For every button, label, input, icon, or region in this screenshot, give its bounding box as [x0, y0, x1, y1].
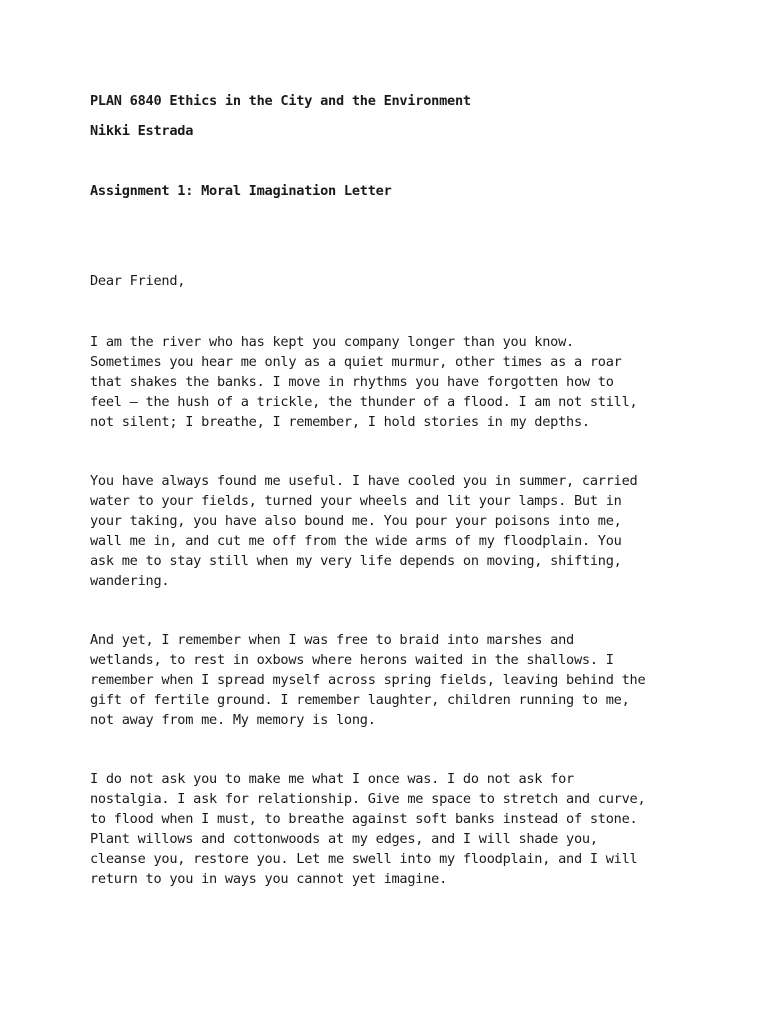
paragraph-line: not silent; I breathe, I remember, I hold stories in my depths. [90, 414, 590, 430]
paragraph-line: that shakes the banks. I move in rhythms you have forgotten how to [90, 374, 614, 390]
assignment-title: Assignment 1: Moral Imagination Letter [90, 183, 392, 199]
salutation: Dear Friend, [90, 273, 186, 289]
paragraph-line: cleanse you, restore you. Let me swell into my floodplain, and I will [90, 851, 638, 867]
paragraph-line: water to your fields, turned your wheels and lit your lamps. But in [90, 493, 622, 509]
course-title: PLAN 6840 Ethics in the City and the Environment [90, 93, 471, 109]
paragraph-line: Sometimes you hear me only as a quiet murmur, other times as a roar [90, 354, 622, 370]
paragraph-line: not away from me. My memory is long. [90, 712, 376, 728]
paragraph-line: feel — the hush of a trickle, the thunder of a flood. I am not still, [90, 394, 638, 410]
paragraph-line: remember when I spread myself across spring fields, leaving behind the [90, 672, 646, 688]
paragraph-line: nostalgia. I ask for relationship. Give me space to stretch and curve, [90, 791, 646, 807]
paragraph-line: I am the river who has kept you company longer than you know. [90, 334, 574, 350]
letter-paragraph-3 [90, 630, 645, 730]
paragraph-line: wetlands, to rest in oxbows where herons waited in the shallows. I [90, 652, 614, 668]
paragraph-line: your taking, you have also bound me. You pour your poisons into me, [90, 513, 622, 529]
paragraph-line: ask me to stay still when my very life depends on moving, shifting, [90, 553, 622, 569]
letter-paragraph-2 [90, 471, 637, 591]
paragraph-line: return to you in ways you cannot yet imagine. [90, 871, 448, 887]
paragraph-line: You have always found me useful. I have cooled you in summer, carried [90, 473, 638, 489]
paragraph-line: to flood when I must, to breathe against soft banks instead of stone. [90, 811, 638, 827]
author-name: Nikki Estrada [90, 123, 194, 139]
paragraph-line: wandering. [90, 573, 170, 589]
paragraph-line: And yet, I remember when I was free to braid into marshes and [90, 632, 574, 648]
letter-paragraph-4 [90, 769, 645, 889]
paragraph-line: gift of fertile ground. I remember laughter, children running to me, [90, 692, 630, 708]
letter-paragraph-1 [90, 332, 637, 432]
paragraph-line: Plant willows and cottonwoods at my edges, and I will shade you, [90, 831, 598, 847]
paragraph-line: wall me in, and cut me off from the wide arms of my floodplain. You [90, 533, 622, 549]
paragraph-line: I do not ask you to make me what I once was. I do not ask for [90, 771, 574, 787]
